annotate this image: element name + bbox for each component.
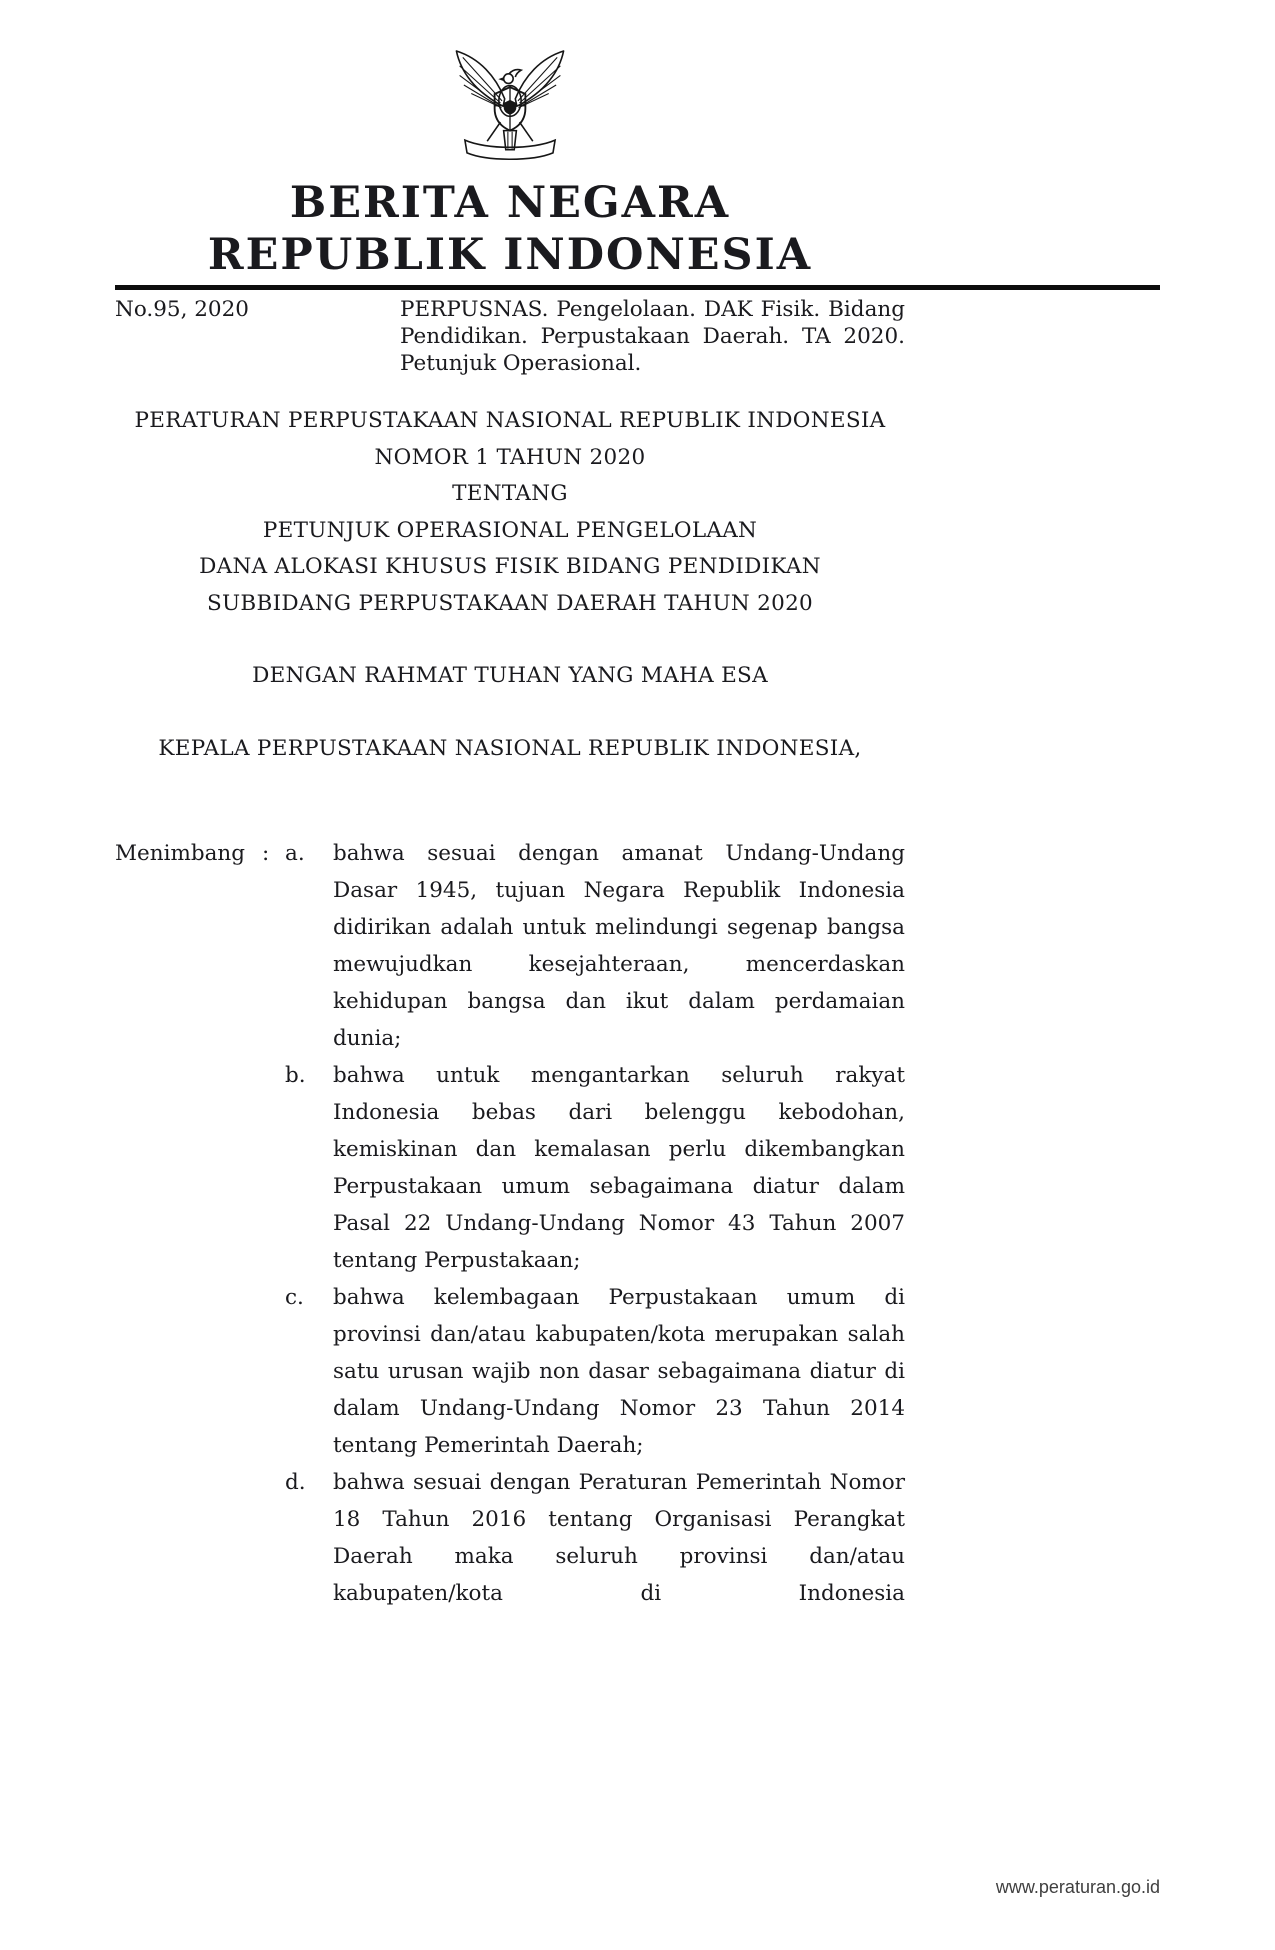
considering-colon: : <box>262 841 270 866</box>
regulation-title-line-2: NOMOR 1 TAHUN 2020 <box>374 444 646 470</box>
considering-item-b-letter: b. <box>285 1063 306 1088</box>
considering-item-c-letter: c. <box>285 1285 304 1310</box>
footer-url: www.peraturan.go.id <box>995 1877 1160 1897</box>
masthead-title-line2: REPUBLIK INDONESIA <box>207 230 813 280</box>
considering-item-a <box>115 835 905 1057</box>
considering-item-b-text: bahwa untuk mengantarkan seluruh rakyat Indonesia bebas dari belenggu kebodohan, kemiskinan dan kemalasan perlu dikembangkan Perpustakaan umum sebagaimana diatur dalam Pasal 22 Undang-Undang Nomor 43 Tahun 2007 tentang Perpustakaan; <box>333 1063 905 1273</box>
regulation-title-line-6: SUBBIDANG PERPUSTAKAAN DAERAH TAHUN 2020 <box>206 590 814 616</box>
regulation-title-line-3: TENTANG <box>452 481 568 506</box>
regulation-title-block <box>115 403 905 622</box>
regulation-title-line-4: PETUNJUK OPERASIONAL PENGELOLAAN <box>262 517 758 543</box>
gazette-header <box>115 296 905 377</box>
masthead-rule <box>115 285 1160 290</box>
considering-item-c-text: bahwa kelembagaan Perpustakaan umum di provinsi dan/atau kabupaten/kota merupakan salah satu urusan wajib non dasar sebagaimana diatur di dalam Undang-Undang Nomor 23 Tahun 2014 tentang Pemerintah Daerah; <box>333 1285 905 1458</box>
masthead-title-line1: BERITA NEGARA <box>289 178 731 228</box>
emblem-wrap <box>115 36 905 169</box>
considering-item-b <box>115 1057 905 1279</box>
considering-item-d-letter: d. <box>285 1470 306 1495</box>
considering-item-d-text: bahwa sesuai dengan Peraturan Pemerintah Nomor 18 Tahun 2016 tentang Organisasi Perangkat Daerah maka seluruh provinsi dan/atau kabupaten/kota di Indonesia <box>333 1470 905 1606</box>
considering-item-a-letter: a. <box>285 841 305 866</box>
garuda-pancasila-icon <box>449 36 571 169</box>
considering-label: Menimbang <box>115 841 246 866</box>
considering-item-a-text: bahwa sesuai dengan amanat Undang-Undang Dasar 1945, tujuan Negara Republik Indonesia didirikan adalah untuk melindungi segenap bangsa mewujudkan kesejahteraan, mencerdaskan kehidupan bangsa dan ikut dalam perdamaian dunia; <box>333 841 905 1051</box>
regulation-title-line-5: DANA ALOKASI KHUSUS FISIK BIDANG PENDIDIKAN <box>199 554 821 579</box>
considering-item-c <box>115 1279 905 1464</box>
invocation-line: DENGAN RAHMAT TUHAN YANG MAHA ESA <box>252 663 768 688</box>
considering-item-d <box>115 1464 905 1612</box>
masthead <box>115 0 905 281</box>
enacting-official-line: KEPALA PERPUSTAKAAN NASIONAL REPUBLIK INDONESIA, <box>158 735 862 761</box>
gazette-number: No.95, 2020 <box>115 297 249 322</box>
considering-section <box>115 835 905 1612</box>
gazette-subject: PERPUSNAS. Pengelolaan. DAK Fisik. Bidang Pendidikan. Perpustakaan Daerah. TA 2020. Petunjuk Operasional. <box>400 297 905 376</box>
regulation-title-line-1: PERATURAN PERPUSTAKAAN NASIONAL REPUBLIK INDONESIA <box>134 408 886 433</box>
